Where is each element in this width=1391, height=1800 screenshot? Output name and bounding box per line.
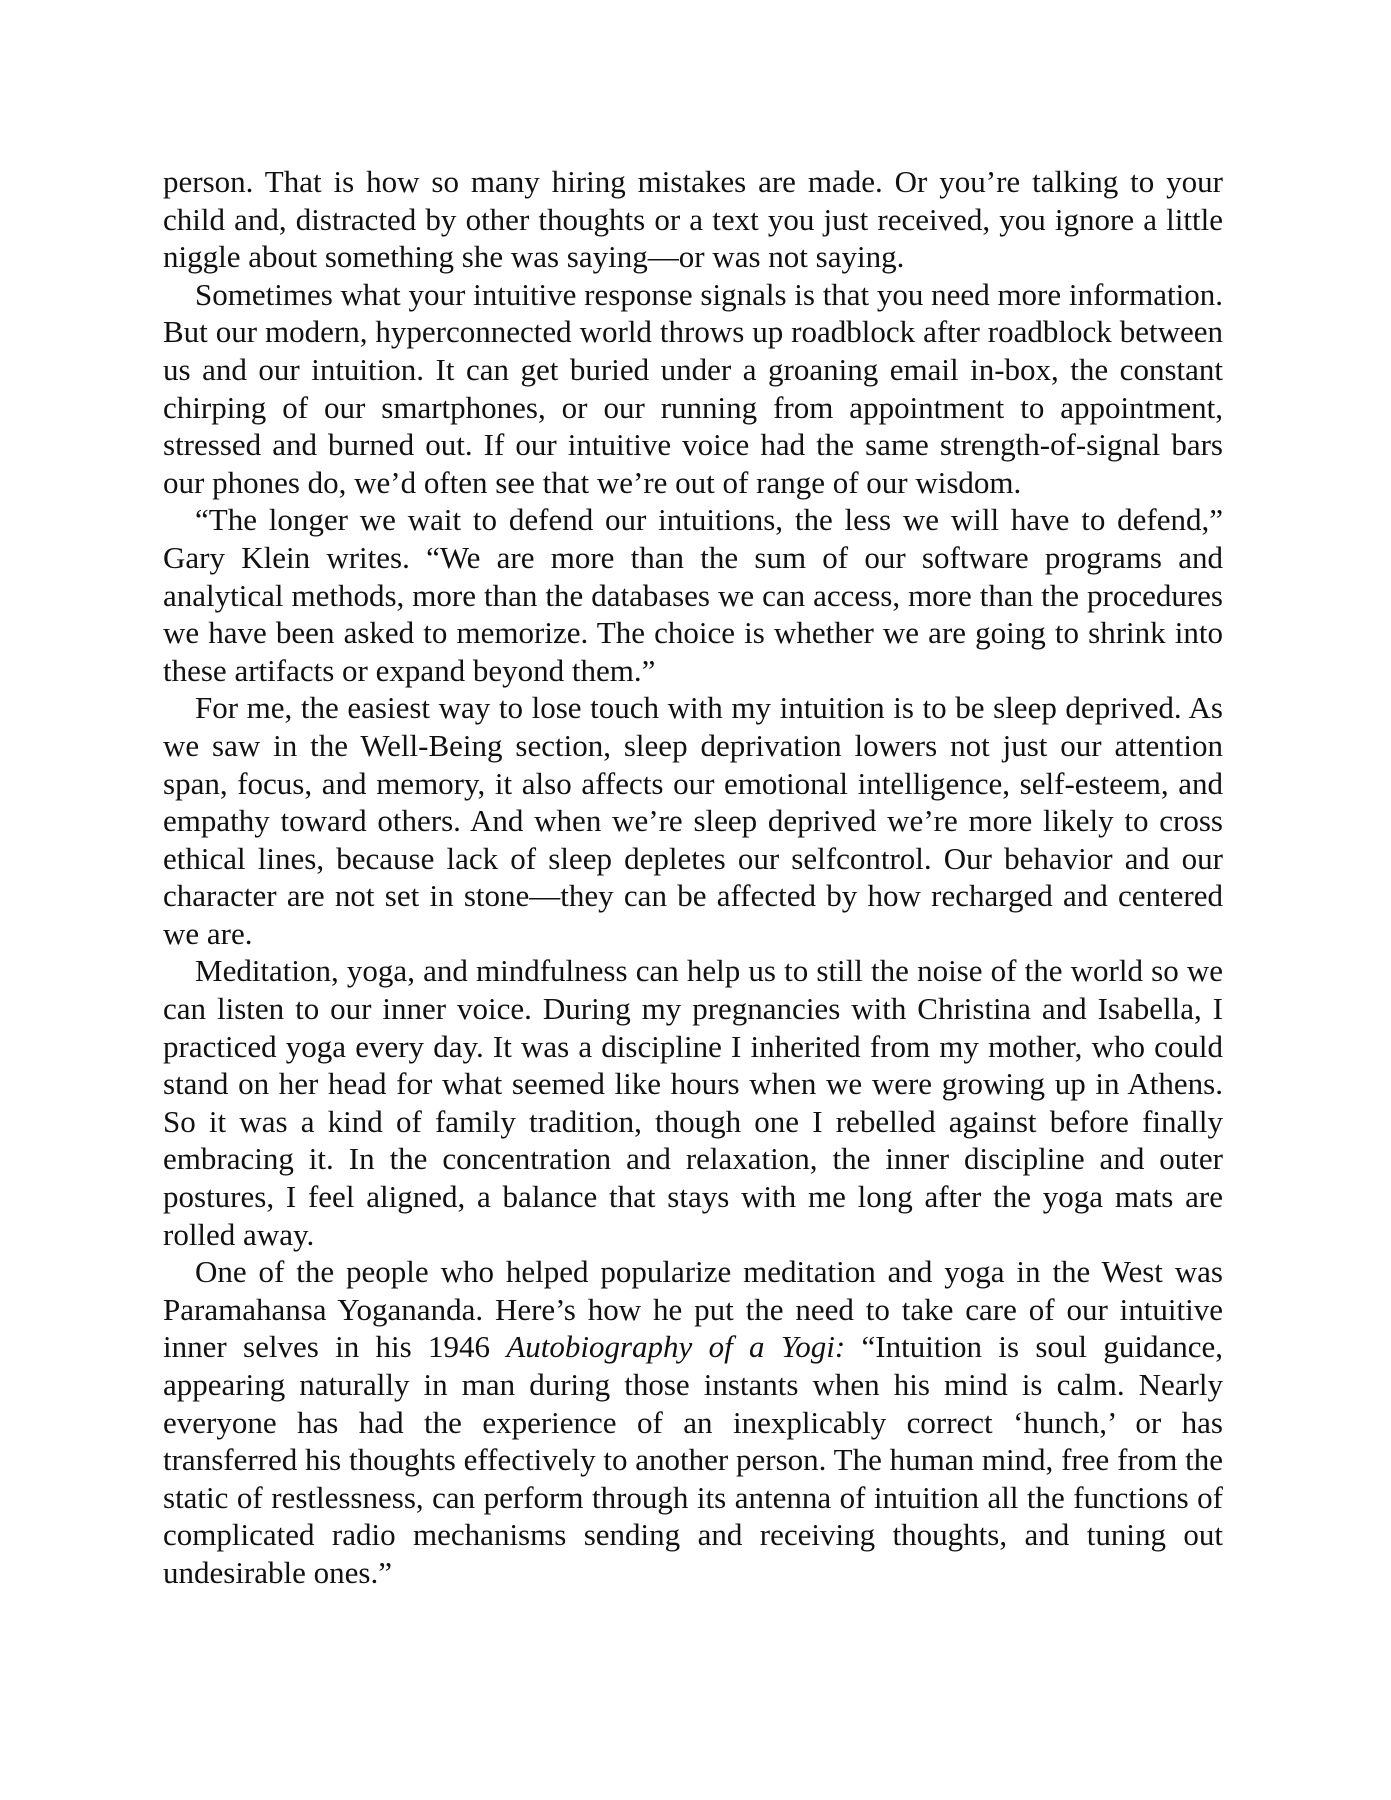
paragraph-6-text-after: “Intuition is soul guidance, appearing naturally in man during those instants when his mind is calm. Nearly everyone has had the experience of an inexplicably correct ‘hunch,’ or has transferred his thoughts effectively to another person. The human mind, free from the static of restlessness, can perform through its antenna of intuition all the functions of complicated radio mechanisms sending and receiving thoughts, and tuning out undesirable ones.” bbox=[163, 1329, 1223, 1590]
paragraph-3: “The longer we wait to defend our intuitions, the less we will have to defend,” Gary Klein writes. “We are more than the sum of our software programs and analytical methods, more than the databases we can access, more than the procedures we have been asked to memorize. The choice is whether we are going to shrink into these artifacts or expand beyond them.” bbox=[163, 502, 1223, 688]
paragraph-5: Meditation, yoga, and mindfulness can help us to still the noise of the world so we can listen to our inner voice. During my pregnancies with Christina and Isabella, I practiced yoga every day. It was a discipline I inherited from my mother, who could stand on her head for what seemed like hours when we were growing up in Athens. So it was a kind of family tradition, though one I rebelled against before finally embracing it. In the concentration and relaxation, the inner discipline and outer postures, I feel aligned, a balance that stays with me long after the yoga mats are rolled away. bbox=[163, 953, 1223, 1252]
paragraph-4: For me, the easiest way to lose touch with my intuition is to be sleep deprived. As we saw in the Well-Being section, sleep deprivation lowers not just our attention span, focus, and memory, it also affects our emotional intelligence, self-esteem, and empathy toward others. And when we’re sleep deprived we’re more likely to cross ethical lines, because lack of sleep depletes our selfcontrol. Our behavior and our character are not set in stone—they can be affected by how recharged and centered we are. bbox=[163, 690, 1223, 951]
paragraph-1: person. That is how so many hiring mistakes are made. Or you’re talking to your child and, distracted by other thoughts or a text you just received, you ignore a little niggle about something she was saying—or was not saying. bbox=[163, 164, 1223, 275]
book-page-body bbox=[163, 163, 1223, 1592]
paragraph-2: Sometimes what your intuitive response signals is that you need more information. But our modern, hyperconnected world throws up roadblock after roadblock between us and our intuition. It can get buried under a groaning email in-box, the constant chirping of our smartphones, or our running from appointment to appointment, stressed and burned out. If our intuitive voice had the same strength-of-signal bars our phones do, we’d often see that we’re out of range of our wisdom. bbox=[163, 276, 1223, 500]
paragraph-6-text-before: One of the people who helped popularize meditation and yoga in the West was Paramahansa Yogananda. Here’s how he put the need to take care of our intuitive inner selves in his 1946 bbox=[163, 1254, 1223, 1365]
book-title-italic: Autobiography of a Yogi: bbox=[506, 1329, 846, 1365]
paragraph-6 bbox=[163, 1253, 1223, 1591]
